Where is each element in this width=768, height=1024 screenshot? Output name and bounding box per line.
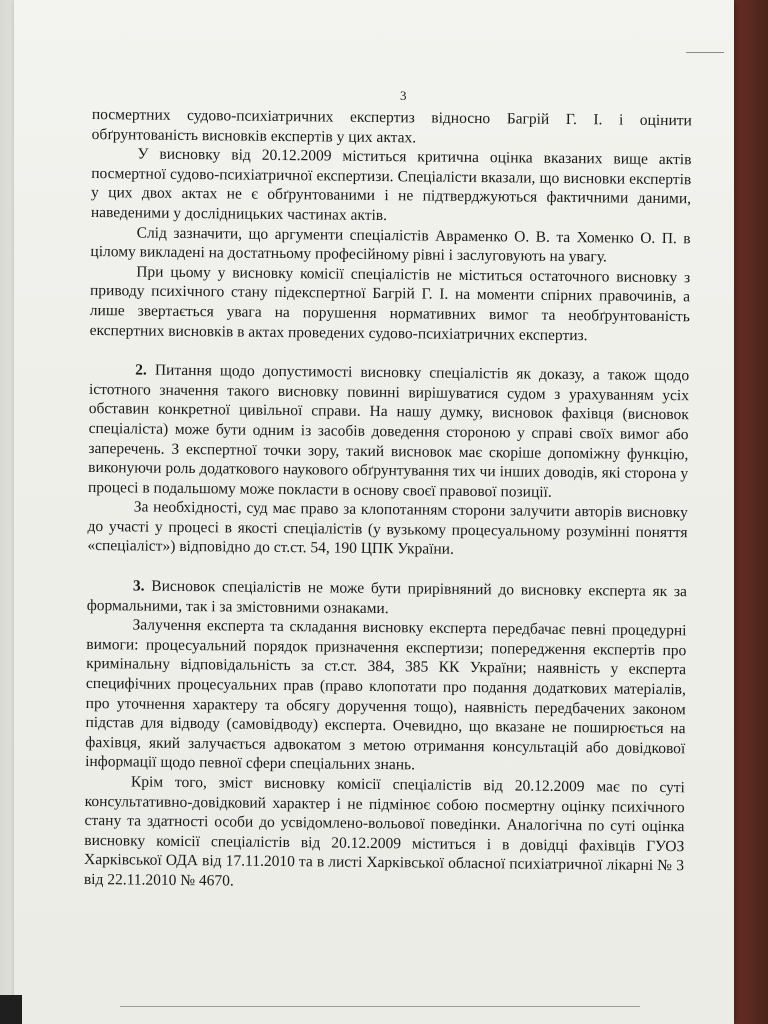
section-number-3: 3.	[132, 577, 145, 595]
paragraph-4: При цьому у висновку комісії спеціалістів не міститься остаточного висновку з приводу психічного стану підекспертної Багрій Г. І. на моменти спірних правочинів, а лише звертається увага на порушення нормативних вимог та необґрунтованість експертних висновків в актах проведених судово-психіатричних експертиз.	[89, 263, 691, 344]
paragraph-3: Слід зазначити, що аргументи спеціалістів Авраменко О. В. та Хоменко О. П. в цілому викладені на достатньому професійному рівні і заслуговують на увагу.	[90, 224, 691, 266]
edge-shadow-mark	[0, 995, 22, 1024]
paragraph-9: Крім того, зміст висновку комісії спеціалістів від 20.12.2009 має по суті консультативно-довідковий характер і не підмінює собою посмертну оцінку психічного стану та здатності особи до усвідомлено-вольової поведінки. Аналогічна по суті оцінка висновку комісії спеціалістів від 20.12.2009 міститься і в довідці фахівців ГУОЗ Харківської ОДА від 17.11.2010 та в листі Харківської обласної психіатричної лікарні № 3 від 22.11.2010 № 4670.	[83, 773, 685, 890]
section-number-2: 2.	[135, 361, 147, 379]
paragraph-2: У висновку від 20.12.2009 міститься критична оцінка вказаних вище актів посмертної судово-психіатричної експертизи. Спеціалісти вказали, що висновки експертів у цих двох актах не є обґрунтованими і не підтверджуються фактичними даними, наведеними у дослідницьких частинах актів.	[90, 145, 692, 225]
paragraph-7-text: Висновок спеціалістів не може бути прирівняний до висновку експерта як за формальними, так і за змістовними ознаками.	[86, 577, 688, 617]
paragraph-8: Залучення експерта та складання висновку експерта передбачає певні процедурні вимоги: процесуальний порядок призначення експертизи; попередження експертів про кримінальну відповідальність за ст.ст. 384, 385 КК України; наявність у експерта специфічних процесуальних прав (право клопотати про подання додаткових матеріалів, про уточнення характеру та обсягу доручення тощо), наявність передбачених законом підстав для відводу (самовідводу) експерта. Очевидно, що вказане не поширюється на фахівця, який залучається адвокатом з метою отримання консультацій або довідкової інформації щодо певної сфери спеціальних знань.	[85, 616, 687, 774]
paragraph-6: За необхідності, суд має право за клопотанням сторони залучити авторів висновку до участі у процесі в якості спеціалістів (у вузькому процесуальному розумінні поняття «спеціаліст») відповідно до ст.ст. 54, 190 ЦПК України.	[87, 498, 688, 559]
bottom-rule	[120, 1006, 640, 1007]
corner-rule	[686, 52, 724, 53]
paragraph-5-text: Питання щодо допустимості висновку спеціалістів як доказу, а також щодо істотного значення такого висновку повинні вирішуватися судом з урахуванням усіх обставин конкретної цивільної справи. На нашу думку, висновок фахівця (висновок спеціаліста) може бути одним із засобів доведення стороною у справі своїх вимог або заперечень. З експертної точки зору, такий висновок має скоріше допоміжну функцію, виконуючи роль додаткового наукового обґрунтування тих чи інших доводів, які сторона у процесі в подальшому може покласти в основу своєї правової позиції.	[87, 361, 690, 501]
paragraph-1: посмертних судово-психіатричних експертиз відносно Багрій Г. І. і оцінити обґрунтованість висновків експертів у цих актах.	[91, 105, 692, 146]
paragraph-7	[87, 576, 687, 621]
paragraph-5	[88, 360, 689, 503]
page-number: 3	[400, 88, 407, 103]
document-body	[84, 105, 692, 896]
desk-background-right	[732, 0, 768, 1024]
